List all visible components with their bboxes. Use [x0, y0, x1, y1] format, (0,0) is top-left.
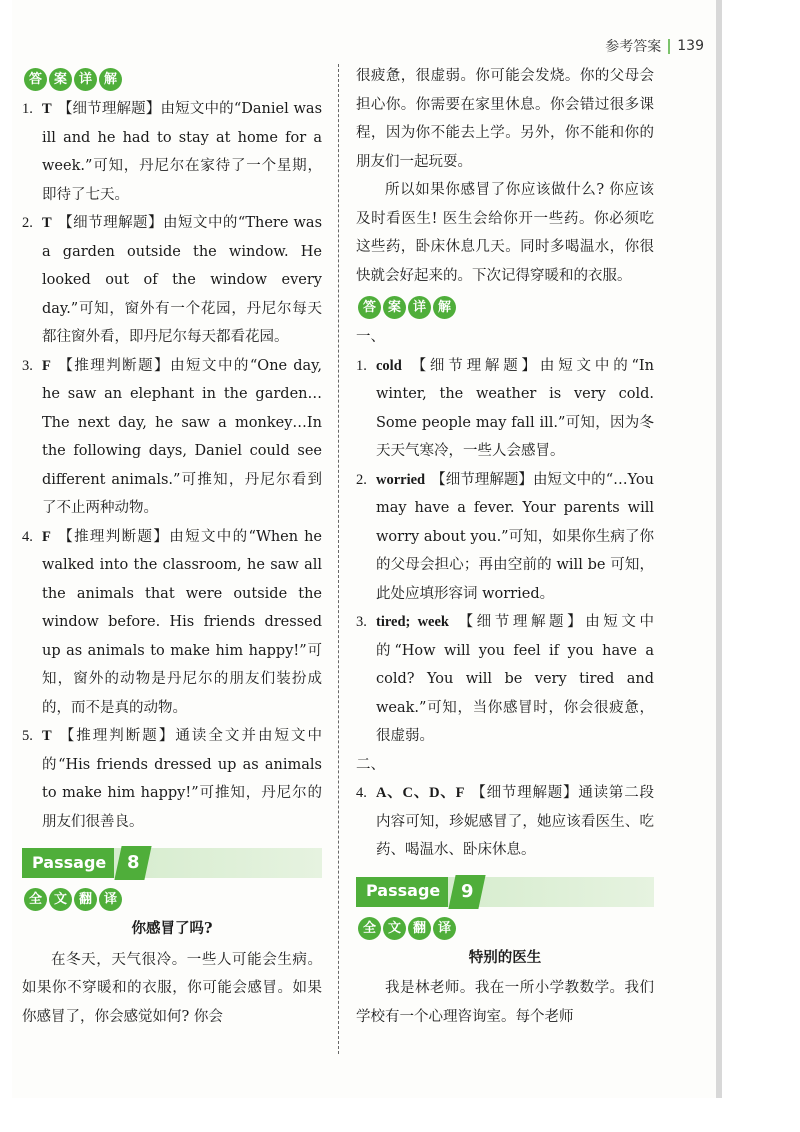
header-section: 参考答案 [605, 39, 662, 55]
answer-item: 3. tired; week 【细节理解题】由短文中的“How will you feel if you have a cold? You will be very tired and weak.”可知，当你感冒时，你会很疲惫，很虚弱。 [356, 614, 654, 744]
full-translation-badge: 全 文 翻 译 [358, 917, 654, 940]
section-heading: 二、 [356, 756, 385, 773]
full-translation-badge: 全 文 翻 译 [24, 888, 322, 911]
column-divider [338, 64, 339, 1054]
answer-item: 4. A、C、D、F 【细节理解题】通读第二段内容可知，珍妮感冒了，她应该看医生、吃药、喝温水、卧床休息。 [356, 785, 655, 858]
translation-paragraph: 很疲惫，很虚弱。你可能会发烧。你的父母会担心你。你需要在家里休息。你会错过很多课程，因为你不能去上学。另外，你不能和你的朋友们一起玩耍。 [356, 68, 654, 170]
passage-number: 9 [448, 875, 485, 909]
translation-paragraph: 所以如果你感冒了你应该做什么? 你应该及时看医生! 医生会给你开一些药。你必须吃这些药，卧床休息几天。同时多喝温水，你很快就会好起来的。下次记得穿暖和的衣服。 [356, 182, 654, 284]
passage-label: Passage [22, 848, 114, 878]
section-heading: 一、 [356, 329, 385, 345]
translation-title: 你感冒了吗? [131, 920, 213, 937]
passage-number: 8 [114, 846, 151, 880]
header-separator [668, 39, 670, 54]
translation-paragraph: 在冬天，天气很冷。一些人可能会生病。如果你不穿暖和的衣服，你可能会感冒。如果你感冒了，你会感觉如何? 你会 [22, 951, 322, 1025]
answer-item: 1. cold 【细节理解题】由短文中的“In winter, the weather is very cold. Some people may fall ill.”可知，因为冬天天气寒冷，一些人会感冒。 [356, 357, 654, 459]
answer-explanation-badge: 答 案 详 解 [24, 68, 322, 91]
answer-item: 3. F 【推理判断题】由短文中的“One day, he saw an elephant in the garden…The next day, he saw a monkey…In the following days, Daniel could see different animals.”可推知，丹尼尔看到了不止两种动物。 [22, 357, 322, 516]
translation-paragraph: 我是林老师。我在一所小学教数学。我们学校有一个心理咨询室。每个老师 [356, 980, 654, 1025]
passage-label: Passage [356, 877, 448, 907]
answer-item: 2. worried 【细节理解题】由短文中的“…You may have a fever. Your parents will worry about you.”可知，如果你生病了你的父母会担心；再由空前的 will be 可知，此处应填形容词 worried。 [356, 471, 654, 602]
answer-item: 5. T 【推理判断题】通读全文并由短文中的“His friends dressed up as animals to make him happy!”可推知，丹尼尔的朋友们很善良。 [22, 728, 323, 830]
right-column [356, 62, 654, 1031]
page-number: 139 [677, 38, 704, 54]
answer-item: 1. T 【细节理解题】由短文中的“Daniel was ill and he had to stay at home for a week.”可知，丹尼尔在家待了一个星期，即待了七天。 [22, 101, 323, 203]
passage-header-9 [356, 877, 654, 907]
answer-explanation-badge: 答 案 详 解 [358, 296, 654, 319]
page-header [605, 36, 704, 56]
passage-header-8 [22, 848, 322, 878]
translation-title: 特别的医生 [468, 948, 542, 966]
left-column [22, 62, 322, 1031]
page-edge [716, 0, 722, 1098]
answer-item: 4. F 【推理判断题】由短文中的“When he walked into the classroom, he saw all the animals that were outside the window before. His friends dressed up as animals to make him happy!”可知，窗外的动物是丹尼尔的朋友们装扮成的，而不是真的动物。 [22, 528, 322, 716]
answer-item: 2. T 【细节理解题】由短文中的“There was a garden outside the window. He looked out of the window every day.”可知，窗外有一个花园，丹尼尔每天都往窗外看，即丹尼尔每天都看花园。 [22, 215, 323, 345]
